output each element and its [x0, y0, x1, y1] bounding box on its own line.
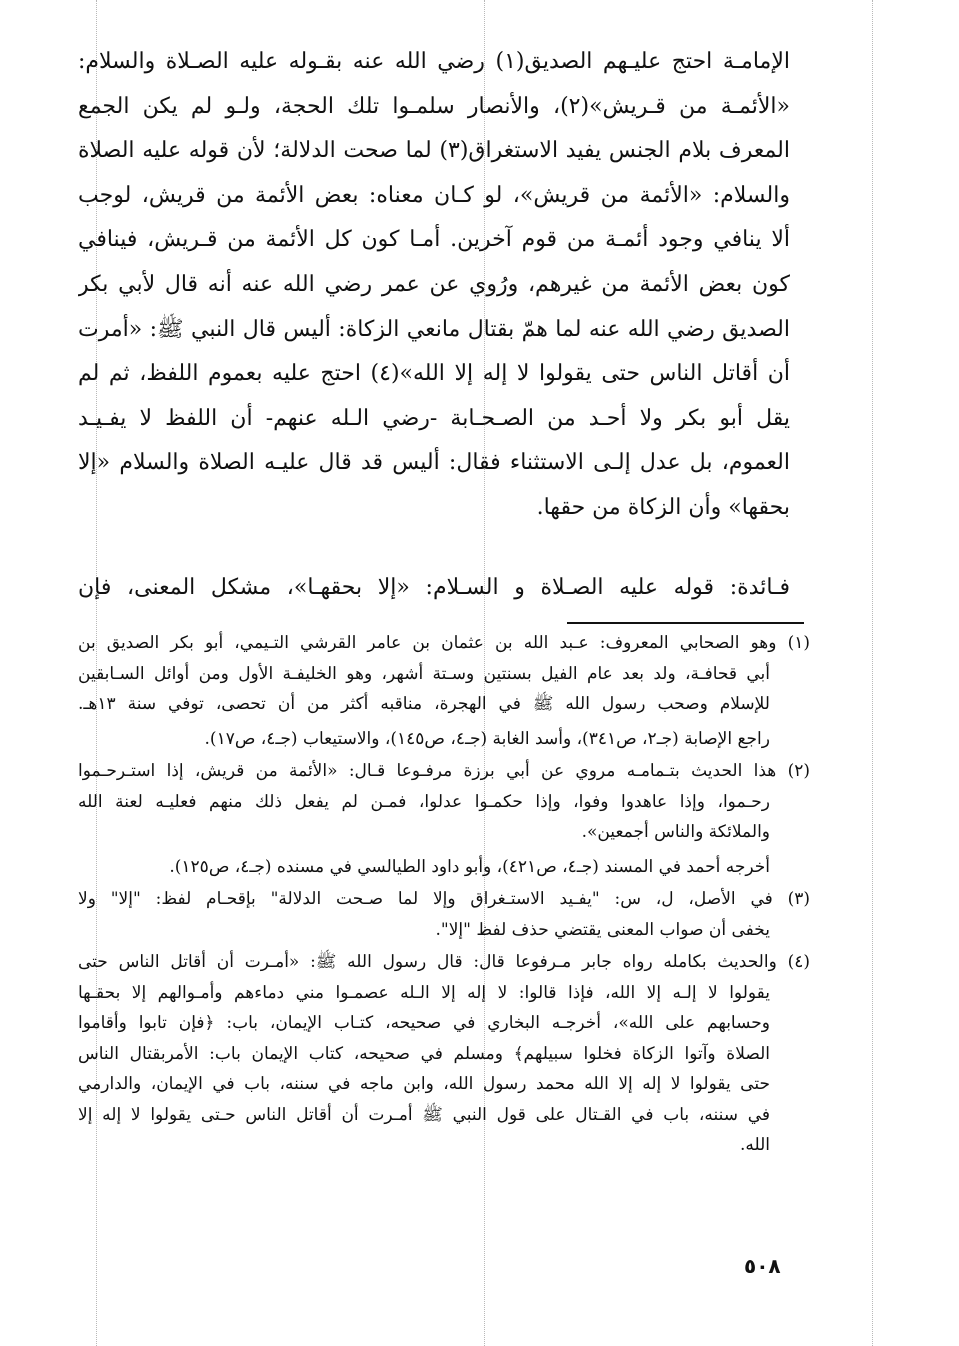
text-line: أن أقاتل الناس حتى يقولوا لا إله إلا الله»(٤) احتج عليه بعموم اللفظ، ثم لم — [78, 361, 790, 387]
text-line: كون بعض الأئمة من غيرهم، ورُوي عن عمر رضي الله عنه أنه قال لأبي بكر — [78, 271, 790, 297]
footnote-line: والملائكة والناس أجمعين». — [581, 822, 770, 842]
footnote-line: وحسابهم على الله»، أخرجـه البخاري في صحيحه، كتـاب الإيمان، باب: ﴿فإن تابوا وأقاموا — [78, 1013, 770, 1033]
footnote-line: يخفى أن صواب المعنى يقتضي حذف لفظ "إلا". — [435, 919, 770, 940]
footnote-line: يقولوا لا إلـه إلا الله، فإذا قالوا: لا إله إلا الـله عصمـوا مني دماءهم وأمـوالهم إلا بحقـها — [78, 982, 770, 1003]
footnote-line: في سننه، باب في القـتال على قول النبي ﷺ أمـرت أن أقاتل الناس حـتى يقولوا لا إله إلا — [78, 1104, 770, 1125]
footnote-line: (٣) في الأصل، ل، س: "يفـيد الاستـغراق وإلا لما صـحت الدلالة" بإقحـام لفظ: "إلا" ولا — [78, 889, 810, 909]
footnote-line: أبي قحافـة، ولد بعد عام الفيل بسنتين وسـتة أشهر، وهو الخليفـة الأول ومن أوائل السـابقين — [78, 663, 770, 684]
footnote-line: الله. — [739, 1135, 770, 1155]
text-line: بحقها» وأن الزكاة من حقها. — [536, 494, 790, 520]
footnote-line: أخرجه أحمد في المسند (جـ٤، ص٤٢١)، وأبو داود الطيالسي في مسنده (جـ٤، ص١٢٥). — [169, 856, 770, 877]
text-line: العموم، بل عدل إلـى الاستثناء فقال: أليس قد قال عليـه الصلاة والسلام «إلا — [78, 450, 790, 476]
footnote-separator — [567, 622, 804, 624]
footnote-line: للإسلام وصحب رسول الله ﷺ في الهجرة، مناقبه أكثر من أن تحصى، توفي سنة ١٣هـ. — [78, 694, 770, 714]
footnotes — [78, 628, 810, 1161]
footnote-line: الصلاة وآتوا الزكاة فخلوا سبيلهم﴾ ومسلم في صحيحه، كتاب الإيمان باب: الأمربقتال الناس — [78, 1043, 770, 1064]
footnote-line: راجع الإصابة (جـ٢، ص٣٤١)، وأسد الغابة (جـ٤، ص١٤٥)، والاستيعاب (جـ٤، ص١٧). — [204, 728, 770, 749]
text-line: «الأئمـة من قـريش»(٢)، والأنصار سلمـوا تلك الحجة، ولـو لم يكن الجمع — [78, 93, 790, 119]
footnote-line: (١) وهو الصحابي المعروف: عـبد الله بن عثمان بن عامر القرشي التـيمي، أبو بكر الصديق بن — [78, 633, 810, 653]
text-line: الإمامـة احتج عليـهم الصديق(١) رضي الله عنه بقـوله عليه الصـلاة والسلام: — [78, 49, 790, 74]
page-number: ٥٠٨ — [744, 1254, 781, 1278]
footnote-line: رحـموا، وإذا عاهدوا وفوا، وإذا حكمـوا عدلوا، فمـن لم يفعل ذلك منهم فعليـه لعنة الله — [78, 791, 770, 812]
footnote-3 — [78, 884, 810, 945]
text-line: والسلام: «الأئمة من قريش»، لو كـان معناه: بعض الأئمة من قريش، لوجب — [78, 182, 790, 208]
text-line: المعرف بلام الجنس يفيد الاستغراق(٣) لما صحت الدلالة؛ لأن قوله عليه الصلاة — [78, 138, 790, 164]
text-line: ألا ينافي وجود أئمـة من قوم آخرين. أمـا كون كل الأئمة من قـريش، فينافي — [78, 227, 790, 253]
footnote-2 — [78, 756, 810, 882]
footnote-line: (٤) والحديث بكامله رواه جابر مـرفوعا قال: قال رسول الله ﷺ: «أمـرت أن أقاتل الناس حتى — [78, 952, 810, 972]
text-line: الصديق رضي الله عنه لما همّ بقتال مانعي الزكاة: أليس قال النبي ﷺ: «أمرت — [78, 316, 790, 342]
text-line: يقل أبو بكر ولا أحـد من الصـحـابة -رضي الـله عنهم- أن اللفظ لا يفـيـد — [78, 405, 790, 431]
main-text — [78, 40, 790, 531]
footnote-line: (٢) هذا الحديث بتـمامـه مروي عن أبي برزة مرفـوعا قـال: «الأئمة من قريش، إذا استـرحـموا — [78, 761, 810, 781]
faida-line: فـائدة: قوله عليه الصـلاة و السـلام: «إلا بحقهـا»، مشكل المعنى، فإن — [78, 575, 790, 600]
footnote-line: حتى يقولوا لا إله إلا الله محمد رسول الله، وابن ماجه في سننه، باب في الإيمان، والدارمي — [78, 1074, 770, 1094]
scan-guide-line — [872, 0, 873, 1346]
footnote-4 — [78, 947, 810, 1161]
footnote-1 — [78, 628, 810, 754]
